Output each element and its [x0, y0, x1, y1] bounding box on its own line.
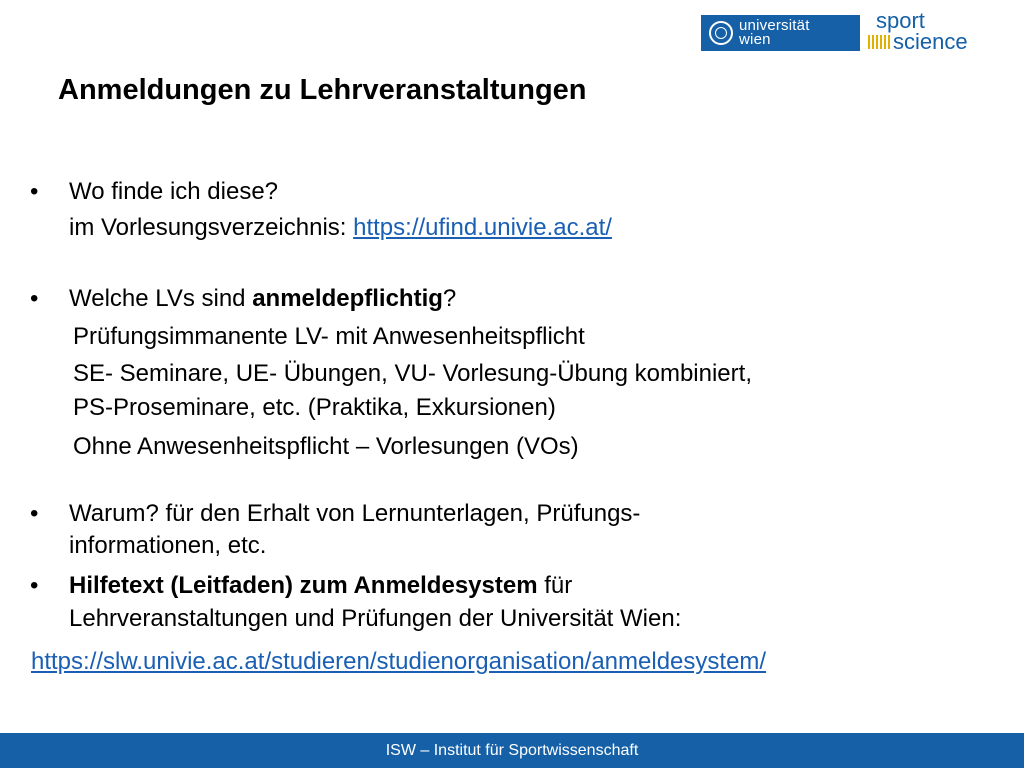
bullet-marker: • [30, 178, 39, 205]
university-logo-line2: wien [739, 31, 771, 48]
bullet-2-sub2: SE- Seminare, UE- Übungen, VU- Vorlesung-Übung kombiniert, [73, 360, 752, 387]
bullet-4-line2: Lehrveranstaltungen und Prüfungen der Universität Wien: [69, 605, 682, 632]
bullet-3-line2: informationen, etc. [69, 532, 267, 559]
bullet-marker: • [30, 572, 39, 599]
bullet-2-line1 [69, 285, 456, 313]
bullet-2-suffix: ? [442, 285, 457, 312]
bullet-4-suffix: für [537, 572, 573, 599]
bullet-1-prefix: im Vorlesungsverzeichnis: [69, 214, 354, 241]
page-title: Anmeldungen zu Lehrveranstaltungen [58, 74, 587, 106]
sport-logo-word2: science [893, 29, 968, 54]
bullet-2-bold: anmeldepflichtig [252, 285, 443, 312]
bullet-marker: • [30, 285, 39, 312]
footer-text: ISW – Institut für Sportwissenschaft [385, 741, 639, 759]
bullet-2-sub3: PS-Proseminare, etc. (Praktika, Exkursionen) [73, 394, 556, 421]
bullet-2-prefix: Welche LVs sind [69, 285, 253, 312]
ufind-link[interactable]: https://ufind.univie.ac.at/ [353, 214, 612, 241]
university-logo-line1: universität [739, 17, 810, 34]
anmeldesystem-link[interactable]: https://slw.univie.ac.at/studieren/studienorganisation/anmeldesystem/ [31, 648, 767, 675]
bullet-4-line1 [69, 572, 572, 600]
bullet-marker: • [30, 500, 39, 527]
bullet-1-line1: Wo finde ich diese? [69, 178, 279, 205]
bullet-1-line2 [69, 214, 612, 242]
bullet-4-bold: Hilfetext (Leitfaden) zum Anmeldesystem [69, 572, 538, 599]
bullet-2-sub1: Prüfungsimmanente LV- mit Anwesenheitspflicht [73, 323, 585, 350]
bullet-2-sub4: Ohne Anwesenheitspflicht – Vorlesungen (VOs) [73, 433, 579, 460]
sport-logo-word1: sport [876, 10, 925, 33]
bullet-3-line1: Warum? für den Erhalt von Lernunterlagen, Prüfungs- [69, 500, 641, 527]
footer-bar [0, 733, 1024, 768]
